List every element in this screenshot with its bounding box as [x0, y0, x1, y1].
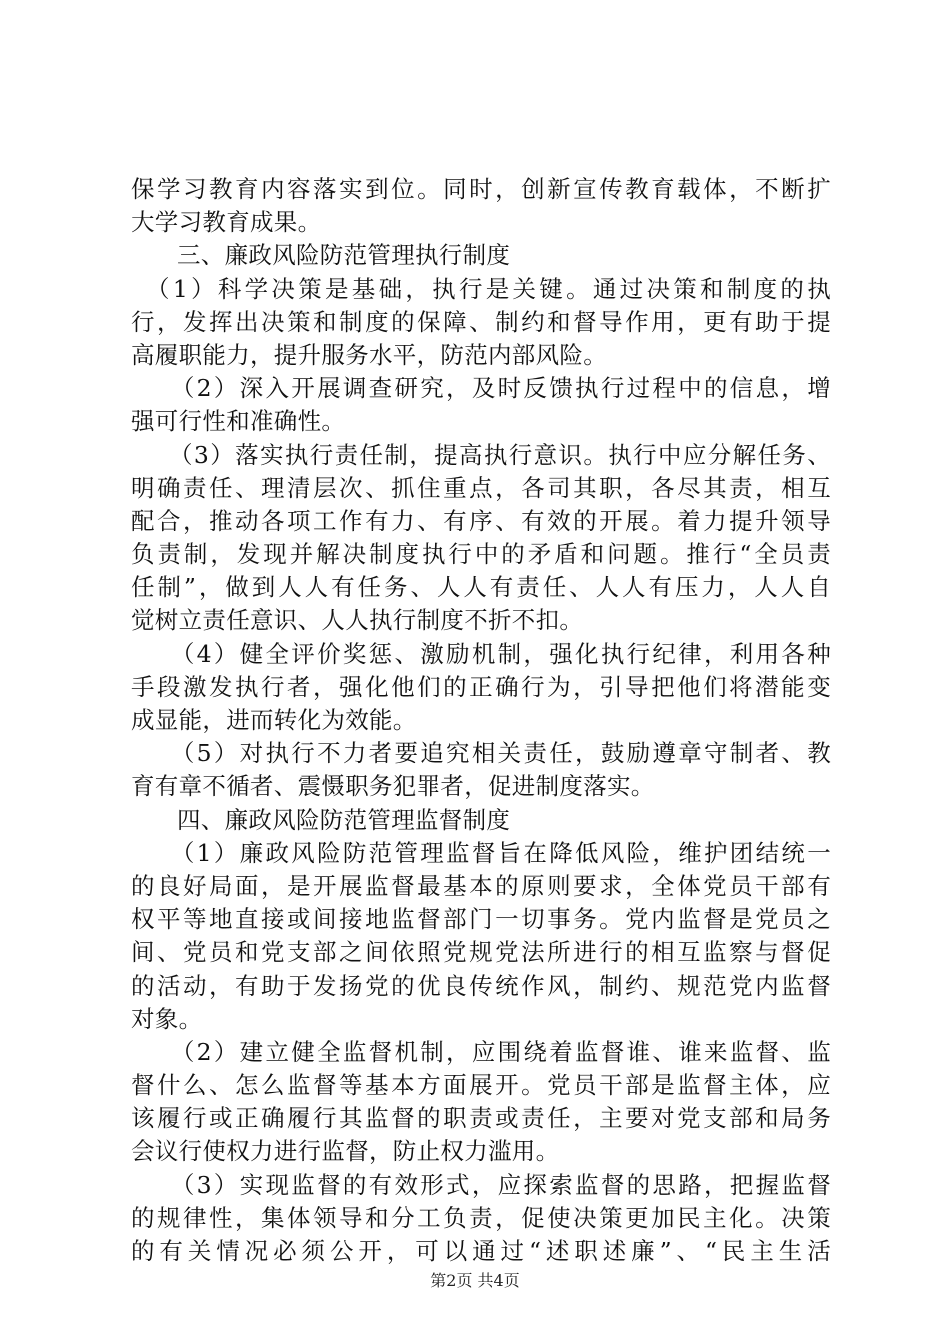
- text-line: 该履行或正确履行其监督的职责或责任，主要对党支部和局务: [131, 1104, 831, 1133]
- text-line: 保学习教育内容落实到位。同时，创新宣传教育载体，不断扩: [131, 175, 831, 203]
- text-line: 间、党员和党支部之间依照党规党法所进行的相互监察与督促: [131, 938, 831, 967]
- text-line: （1）科学决策是基础，执行是关键。通过决策和制度的执: [131, 274, 831, 303]
- text-line: 明确责任、理清层次、抓住重点，各司其职，各尽其责，相互: [131, 473, 831, 502]
- text-line: 成显能，进而转化为效能。: [131, 706, 417, 734]
- text-line: 的活动，有助于发扬党的优良传统作风，制约、规范党内监督: [131, 971, 831, 1000]
- text-line: （1）廉政风险防范管理监督旨在降低风险，维护团结统一: [131, 838, 831, 867]
- text-line: （3）实现监督的有效形式，应探索监督的思路，把握监督: [131, 1170, 831, 1199]
- text-line: 大学习教育成果。: [131, 208, 322, 237]
- text-line: 育有章不循者、震慑职务犯罪者，促进制度落实。: [131, 772, 655, 801]
- text-line: （5）对执行不力者要追究相关责任，鼓励遵章守制者、教: [131, 739, 831, 768]
- document-body: [131, 173, 831, 1268]
- text-line: 负责制，发现并解决制度执行中的矛盾和问题。推行“全员责: [131, 540, 831, 569]
- text-line: 行，发挥出决策和制度的保障、制约和督导作用，更有助于提: [131, 307, 831, 336]
- text-line: 的规律性，集体领导和分工负责，促使决策更加民主化。决策: [131, 1203, 831, 1232]
- text-line: 强可行性和准确性。: [131, 407, 346, 436]
- text-line: 权平等地直接或间接地监督部门一切事务。党内监督是党员之: [131, 905, 831, 934]
- text-line: 觉树立责任意识、人人执行制度不折不扣。: [131, 606, 584, 635]
- text-line: 督什么、怎么监督等基本方面展开。党员干部是监督主体，应: [131, 1071, 831, 1100]
- section-heading: 三、廉政风险防范管理执行制度: [177, 241, 511, 270]
- section-heading: 四、廉政风险防范管理监督制度: [177, 805, 511, 834]
- text-line: 会议行使权力进行监督，防止权力滥用。: [131, 1137, 560, 1166]
- text-line: （3）落实执行责任制，提高执行意识。执行中应分解任务、: [131, 440, 831, 469]
- text-line: （4）健全评价奖惩、激励机制，强化执行纪律，利用各种: [131, 639, 831, 668]
- page-footer: 第2页 共4页: [430, 1271, 520, 1290]
- text-line: 对象。: [131, 1004, 203, 1033]
- text-line: （2）建立健全监督机制，应围绕着监督谁、谁来监督、监: [131, 1037, 831, 1066]
- text-line: 配合，推动各项工作有力、有序、有效的开展。着力提升领导: [131, 506, 831, 535]
- text-line: 的良好局面，是开展监督最基本的原则要求，全体党员干部有: [131, 871, 831, 900]
- text-line: 任制”，做到人人有任务、人人有责任、人人有压力，人人自: [131, 573, 831, 602]
- text-line: 的有关情况必须公开，可以通过“述职述廉”、“民主生活: [131, 1237, 831, 1265]
- text-line: 高履职能力，提升服务水平，防范内部风险。: [131, 340, 607, 369]
- text-line: （2）深入开展调查研究，及时反馈执行过程中的信息，增: [131, 374, 831, 403]
- text-line: 手段激发执行者，强化他们的正确行为，引导把他们将潜能变: [131, 672, 831, 701]
